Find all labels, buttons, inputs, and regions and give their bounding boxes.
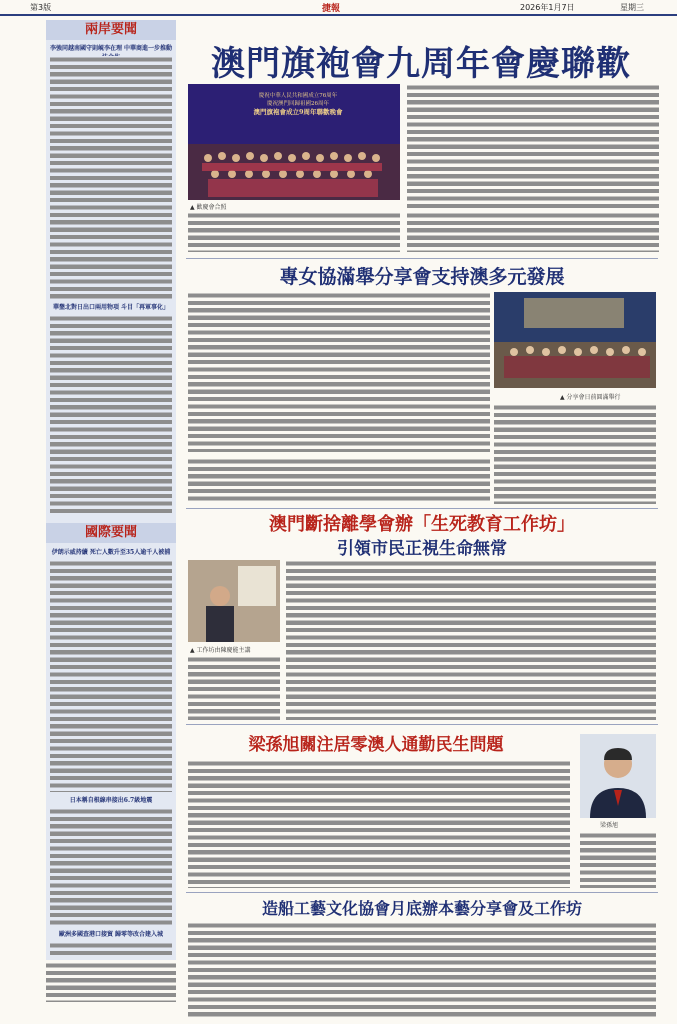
sidebar-article-body xyxy=(50,942,172,958)
weekday: 星期三 xyxy=(620,3,644,12)
headline-shipbuilding: 造船工藝文化協會月底辦本藝分享會及工作坊 xyxy=(261,899,582,918)
sidebar-article-body xyxy=(50,56,172,300)
article-body xyxy=(188,760,570,888)
headline-qipao-anniversary: 澳門旗袍會九周年會慶聯歡 xyxy=(211,44,631,84)
article-body xyxy=(188,656,280,720)
sidebar xyxy=(46,20,176,960)
article-body xyxy=(580,832,656,888)
portrait-icon xyxy=(580,734,656,818)
article-body xyxy=(188,292,490,452)
photo-caption: ▲ 工作坊由陳慶能主講 xyxy=(190,647,251,654)
headline-women-sharing: 專女協滿舉分享會支持澳多元發展 xyxy=(279,266,565,288)
sidebar-article-title: 日本稱自根線串接出6.7級地震 xyxy=(69,797,153,804)
divider xyxy=(186,258,658,259)
sidebar-article-title: 伊朗示威持續 死亡人數升至35人逾千人被捕 xyxy=(51,549,171,556)
headline-life-education-sub: 引領市民正視生命無常 xyxy=(337,539,507,559)
banner-line: 慶祝中華人民共和國成立76周年 xyxy=(258,93,338,99)
headline-commute: 梁孫旭關注居零澳人通勤民生問題 xyxy=(248,735,504,755)
divider xyxy=(186,892,658,893)
sidebar-article-title: 歐洲多國查港口接貿 歸零等改合建入城 xyxy=(58,931,164,938)
sidebar-article-title: 李強同越南國守則峴李在理 中華商進一步推動 xyxy=(49,45,173,52)
article-body xyxy=(407,84,659,208)
photo-workshop-speaker xyxy=(188,560,280,642)
article-body xyxy=(407,212,659,252)
sharing-photo-icon xyxy=(494,292,656,388)
sidebar-article-body xyxy=(50,315,172,515)
divider xyxy=(186,508,658,509)
article-body xyxy=(494,404,656,504)
headline-life-education: 澳門斷捨離學會辦「生死教育工作坊」 xyxy=(269,514,575,535)
photo-sharing-session xyxy=(494,292,656,388)
section-title-cross-strait: 兩岸要聞 xyxy=(46,20,176,40)
photo-portrait xyxy=(580,734,656,818)
section-title-international: 國際要聞 xyxy=(46,523,176,543)
page-number: 第3版 xyxy=(30,3,52,12)
divider xyxy=(186,724,658,725)
sidebar-article-body xyxy=(50,560,172,792)
sidebar-article-title: 華墾北對日出口兩用物項 斗目「再軍事化」 xyxy=(52,304,170,311)
date: 2026年1月7日 xyxy=(520,3,575,12)
photo-caption: ▲ 歡慶會合照 xyxy=(190,204,227,211)
article-body xyxy=(286,560,656,720)
photo-group-celebration xyxy=(188,84,400,200)
article-body xyxy=(188,212,400,252)
photo-caption: 梁孫旭 xyxy=(600,822,619,829)
page-header xyxy=(0,0,677,16)
banner-line: 慶祝澳門回歸祖國26周年 xyxy=(267,101,329,107)
article-body xyxy=(188,458,490,504)
article-body xyxy=(188,922,656,1018)
masthead: 捷報 xyxy=(322,4,341,14)
sidebar-article-body xyxy=(50,808,172,926)
photo-caption: ▲ 分享會日前圓滿舉行 xyxy=(560,394,621,401)
sidebar-article-body xyxy=(46,962,176,1002)
speaker-photo-icon xyxy=(188,560,280,642)
banner-line: 澳門旗袍會成立9周年聯歡晚會 xyxy=(253,108,343,116)
